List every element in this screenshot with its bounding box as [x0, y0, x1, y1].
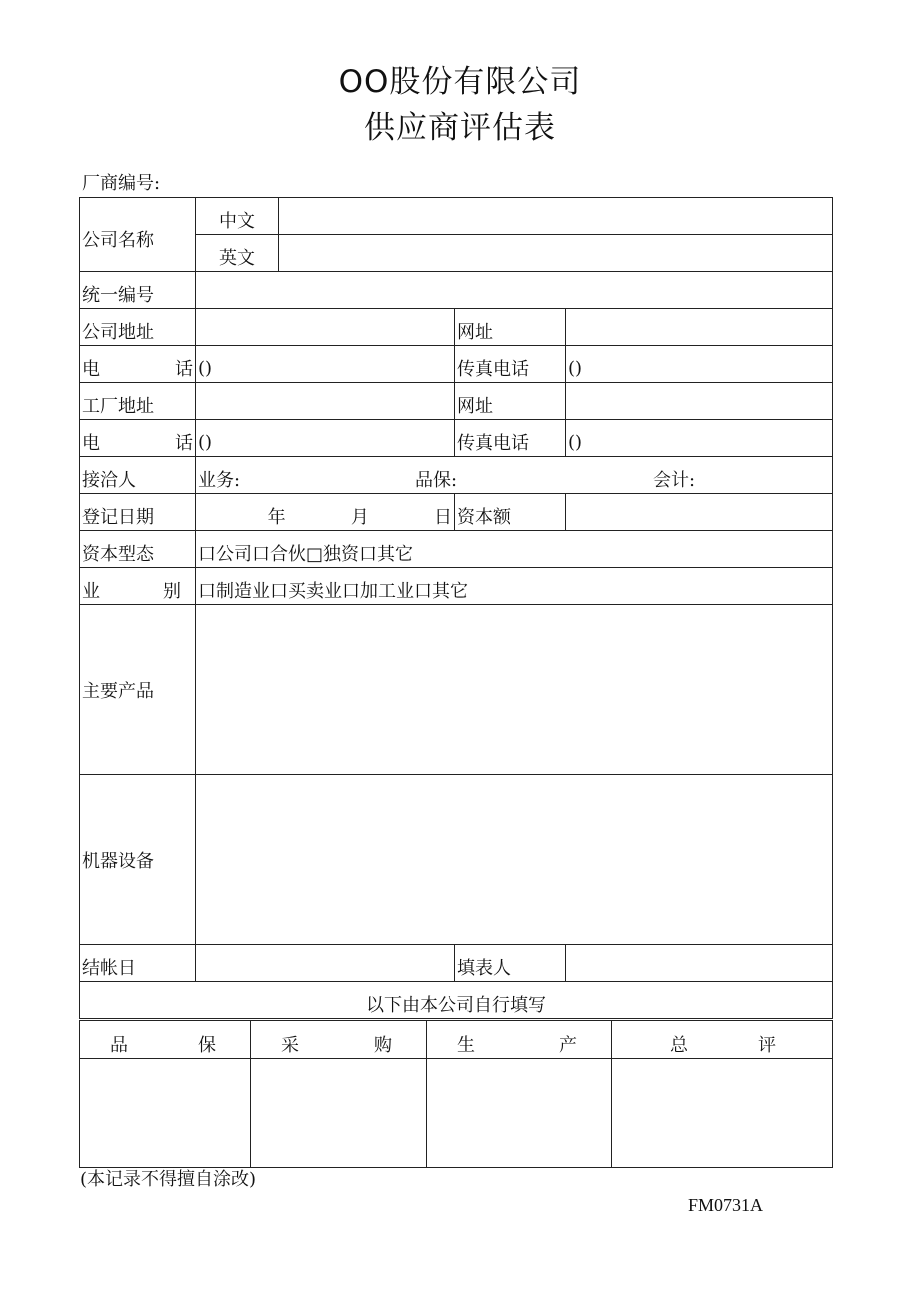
contact-sales-label: 业务: — [198, 470, 241, 491]
capital-type-options[interactable]: 口公司口合伙□独资口其它 — [196, 531, 833, 568]
year-label: 年 — [267, 507, 286, 528]
eval-field-purchasing[interactable] — [251, 1059, 427, 1168]
company-name-english-field[interactable] — [279, 235, 833, 272]
supplier-form-table — [79, 197, 833, 1019]
fax-field-1[interactable]: () — [566, 346, 833, 383]
closing-day-label: 结帐日 — [80, 945, 196, 982]
eval-field-overall[interactable] — [612, 1059, 833, 1168]
evaluation-table — [79, 1020, 833, 1168]
registration-date-label: 登记日期 — [80, 494, 196, 531]
month-label: 月 — [350, 507, 369, 528]
fax-label-2: 传真电话 — [455, 420, 566, 457]
form-title: 供应商评估表 — [364, 110, 556, 146]
no-alteration-note: (本记录不得擅自涂改) — [80, 1169, 257, 1190]
eval-field-qa[interactable] — [80, 1059, 251, 1168]
eval-header-production: 生 产 — [427, 1021, 612, 1059]
contact-accounting-label: 会计: — [653, 470, 696, 491]
capital-type-label: 资本型态 — [80, 531, 196, 568]
unified-number-label: 统一编号 — [80, 272, 196, 309]
eval-header-overall: 总 评 — [612, 1021, 833, 1059]
website-label-1: 网址 — [455, 309, 566, 346]
registration-date-field[interactable] — [196, 494, 455, 531]
website-field-1[interactable] — [566, 309, 833, 346]
main-products-label: 主要产品 — [80, 605, 196, 775]
filled-by-label: 填表人 — [455, 945, 566, 982]
phone-field-2[interactable]: () — [196, 420, 455, 457]
website-field-2[interactable] — [566, 383, 833, 420]
capital-field[interactable] — [566, 494, 833, 531]
factory-address-label: 工厂地址 — [80, 383, 196, 420]
phone-field-1[interactable]: () — [196, 346, 455, 383]
equipment-label: 机器设备 — [80, 775, 196, 945]
company-name-chinese-field[interactable] — [279, 198, 833, 235]
company-address-label: 公司地址 — [80, 309, 196, 346]
main-products-field[interactable] — [196, 605, 833, 775]
fax-label-1: 传真电话 — [455, 346, 566, 383]
chinese-label: 中文 — [196, 198, 279, 235]
day-label: 日 — [434, 507, 453, 528]
eval-field-production[interactable] — [427, 1059, 612, 1168]
contact-label: 接洽人 — [80, 457, 196, 494]
contact-field[interactable] — [196, 457, 833, 494]
fax-field-2[interactable]: () — [566, 420, 833, 457]
equipment-field[interactable] — [196, 775, 833, 945]
factory-address-field[interactable] — [196, 383, 455, 420]
eval-header-purchasing: 采 购 — [251, 1021, 427, 1059]
phone-label-2: 电 话 — [80, 420, 196, 457]
eval-header-qa: 品 保 — [80, 1021, 251, 1059]
capital-label: 资本额 — [455, 494, 566, 531]
vendor-number-label: 厂商编号: — [82, 173, 161, 194]
company-address-field[interactable] — [196, 309, 455, 346]
business-type-options[interactable]: 口制造业口买卖业口加工业口其它 — [196, 568, 833, 605]
form-code: FM0731A — [688, 1195, 764, 1215]
filled-by-field[interactable] — [566, 945, 833, 982]
company-title: OO股份有限公司 — [338, 64, 582, 100]
company-name-label: 公司名称 — [80, 198, 196, 272]
internal-use-note: 以下由本公司自行填写 — [80, 982, 833, 1019]
website-label-2: 网址 — [455, 383, 566, 420]
business-type-label: 业 别 — [80, 568, 196, 605]
contact-qa-label: 品保: — [415, 470, 458, 491]
phone-label-1: 电 话 — [80, 346, 196, 383]
english-label: 英文 — [196, 235, 279, 272]
unified-number-field[interactable] — [196, 272, 833, 309]
closing-day-field[interactable] — [196, 945, 455, 982]
